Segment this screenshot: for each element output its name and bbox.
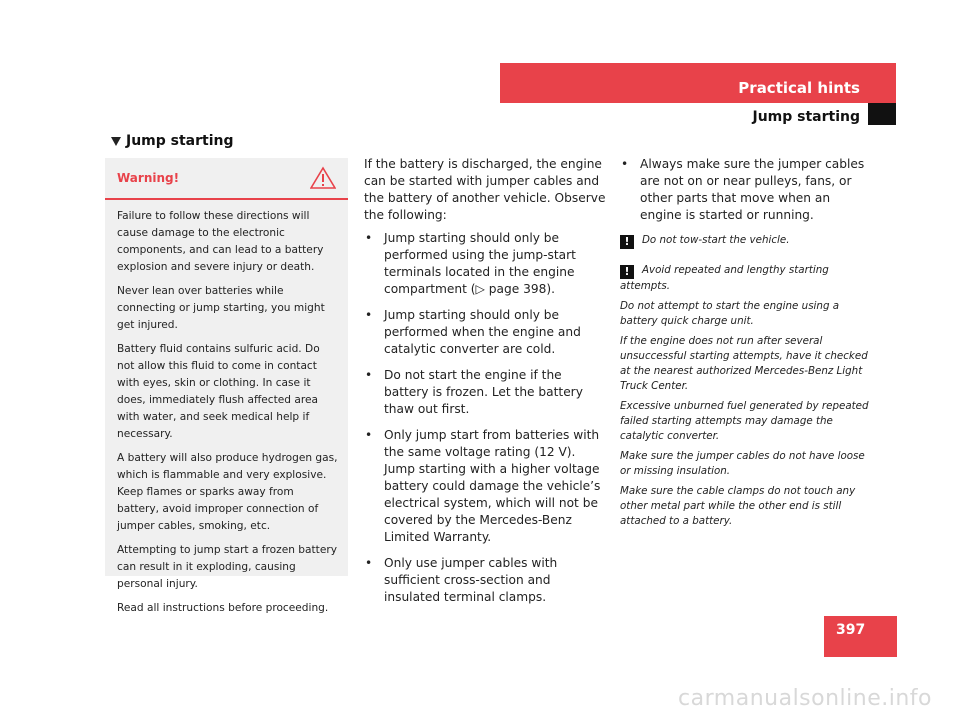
header-banner	[500, 63, 896, 103]
bullet-dot: •	[365, 556, 373, 570]
list-item-text: Jump starting should only be performed using the jump-start terminals located in the engine compartment (▷ page 398).	[384, 231, 576, 296]
warning-triangle-icon	[310, 166, 336, 190]
watermark: carmanualsonline.info	[678, 686, 932, 711]
bullet-dot: •	[365, 368, 373, 382]
warning-label: Warning!	[117, 171, 180, 185]
bullet-list	[364, 230, 610, 606]
list-item	[364, 555, 610, 606]
list-item-text: Do not start the engine if the battery is frozen. Let the battery thaw out first.	[384, 368, 583, 416]
page-number: 397	[836, 622, 866, 638]
section-title-header: Practical hints	[738, 79, 860, 97]
bullet-dot: •	[365, 308, 373, 322]
list-item-text: Only jump start from batteries with the same voltage rating (12 V). Jump starting with a higher voltage battery could damage the vehicle’s electrical system, which will not be covered by the Mercedes-Benz Limited Warranty.	[384, 428, 601, 544]
exclamation-icon: !	[620, 265, 634, 279]
notice-starting	[620, 263, 870, 294]
notice-paragraph: If the engine does not run after several unsuccessful starting attempts, have it checked at the nearest authorized Mercedes-Benz Light Truck Center.	[620, 335, 868, 392]
warning-box	[105, 158, 348, 614]
notice-paragraph: Make sure the cable clamps do not touch any other metal part while the other end is still attached to a battery.	[620, 485, 856, 527]
page-number-box	[824, 616, 897, 657]
warning-paragraph: Read all instructions before proceeding.	[117, 602, 329, 614]
warning-paragraph: A battery will also produce hydrogen gas, which is flammable and very explosive. Keep flames or sparks away from battery, avoid improper connection of jumper cables, smoking, etc.	[117, 452, 338, 532]
list-item	[620, 156, 870, 224]
list-item	[364, 230, 610, 298]
bullet-list-right	[620, 156, 870, 224]
warning-paragraph: Battery fluid contains sulfuric acid. Do not allow this fluid to come in contact with eyes, skin or clothing. In case it does, immediately flush affected area with water, and seek medical help if necessary.	[117, 343, 320, 440]
page-title-text: Jump starting	[126, 133, 234, 149]
warning-paragraph: Attempting to jump start a frozen battery can result in it exploding, causing personal injury.	[117, 544, 337, 590]
bullet-dot: •	[365, 231, 373, 245]
bullet-dot: •	[621, 157, 629, 171]
notice-tow-start	[620, 233, 870, 249]
warning-paragraph: Never lean over batteries while connecting or jump starting, you might get injured.	[117, 285, 325, 331]
triangle-bullet-icon	[111, 137, 121, 146]
exclamation-icon: !	[620, 235, 634, 249]
list-item-text: Always make sure the jumper cables are not on or near pulleys, fans, or other parts that move when an engine is started or running.	[640, 157, 865, 222]
intro-text: If the battery is discharged, the engine can be started with jumper cables and the battery of another vehicle. Observe the following:	[364, 157, 606, 222]
list-item-text: Only use jumper cables with sufficient cross-section and insulated terminal clamps.	[384, 556, 558, 604]
right-column	[620, 156, 870, 534]
notice-text: Do not tow-start the vehicle.	[642, 234, 790, 246]
page-title	[111, 133, 234, 149]
thumb-tab	[868, 103, 896, 125]
notice-paragraph: Make sure the jumper cables do not have loose or missing insulation.	[620, 450, 865, 477]
bullet-dot: •	[365, 428, 373, 442]
notice-paragraph: Do not attempt to start the engine using a battery quick charge unit.	[620, 300, 840, 327]
warning-paragraph: Failure to follow these directions will cause damage to the electronic components, and can lead to a battery explosion and severe injury or death.	[117, 210, 324, 273]
list-item	[364, 367, 610, 418]
warning-body	[105, 200, 348, 617]
subsection-title: Jump starting	[752, 109, 860, 125]
main-column	[364, 156, 610, 615]
list-item-text: Jump starting should only be performed when the engine and catalytic converter are cold.	[384, 308, 581, 356]
warning-header	[105, 158, 348, 200]
list-item	[364, 307, 610, 358]
notice-text: Avoid repeated and lengthy starting attempts.	[620, 264, 829, 292]
list-item	[364, 427, 610, 546]
notice-paragraph: Excessive unburned fuel generated by repeated failed starting attempts may damage the catalytic converter.	[620, 400, 869, 442]
